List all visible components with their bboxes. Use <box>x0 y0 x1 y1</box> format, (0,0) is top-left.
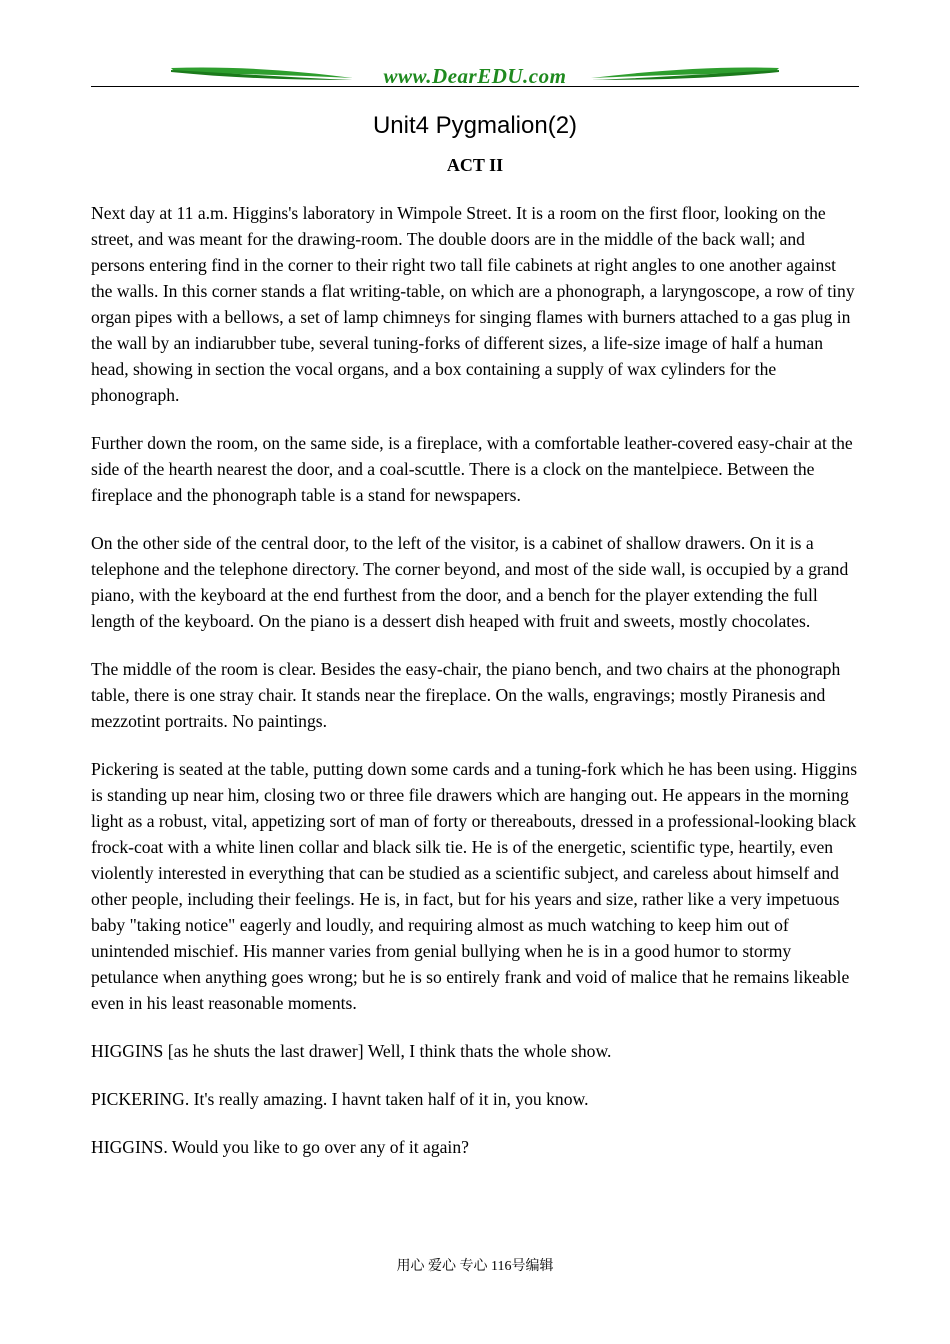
site-logo-text[interactable]: www.DearEDU.com <box>383 64 567 88</box>
dialogue-line: HIGGINS. Would you like to go over any of it again? <box>91 1137 469 1157</box>
page-title: Unit4 Pygmalion(2) <box>372 112 578 139</box>
act-heading: ACT II <box>446 155 504 175</box>
dialogue-line: PICKERING. It's really amazing. I havnt taken half of it in, you know. <box>91 1089 589 1109</box>
paragraph: Next day at 11 a.m. Higgins's laboratory in Wimpole Street. It is a room on the first floor, looking on the street, and was meant for the drawing-room. The double doors are in the middle of the back wall; and persons entering find in the corner to their right two tall file cabinets at right angles to one another against the walls. In this corner stands a flat writing-table, on which are a phonograph, a laryngoscope, a row of tiny organ pipes with a bellows, a set of lamp chimneys for singing flames with burners attached to a gas plug in the wall by an indiarubber tube, several tuning-forks of different sizes, a life-size image of half a human head, showing in section the vocal organs, and a box containing a supply of wax cylinders for the phonograph. <box>91 203 855 405</box>
document-body <box>91 200 861 1182</box>
header-divider <box>91 86 859 87</box>
paragraph: Pickering is seated at the table, putting down some cards and a tuning-fork which he has been using. Higgins is standing up near him, closing two or three file drawers which are hanging out. He appears in the morning light as a robust, vital, appetizing sort of man of forty or thereabouts, dressed in a professional-looking black frock-coat with a white linen collar and black silk tie. He is of the energetic, scientific type, heartily, even violently interested in everything that can be studied as a scientific subject, and careless about himself and other people, including their feelings. He is, in fact, but for his years and size, rather like a very impetuous baby "taking notice" eagerly and loudly, and requiring almost as much watching to keep him out of unintended mischief. His manner varies from genial bullying when he is in a good humor to stormy petulance when anything goes wrong; but he is so entirely frank and void of malice that he remains likeable even in his least reasonable moments. <box>91 759 858 1013</box>
paragraph: Further down the room, on the same side, is a fireplace, with a comfortable leather-covered easy-chair at the side of the hearth nearest the door, and a coal-scuttle. There is a clock on the mantelpiece. Between the fireplace and the phonograph table is a stand for newspapers. <box>91 433 853 505</box>
page-footer: 用心 爱心 专心 116号编辑 <box>396 1259 554 1274</box>
paragraph: The middle of the room is clear. Besides the easy-chair, the piano bench, and two chairs at the phonograph table, there is one stray chair. It stands near the fireplace. On the walls, engravings; mostly Piranesis and mezzotint portraits. No paintings. <box>91 659 841 731</box>
paragraph: On the other side of the central door, to the left of the visitor, is a cabinet of shallow drawers. On it is a telephone and the telephone directory. The corner beyond, and most of the side wall, is occupied by a grand piano, with the keyboard at the end furthest from the door, and a bench for the player extending the full length of the keyboard. On the piano is a dessert dish heaped with fruit and sweets, mostly chocolates. <box>91 533 849 631</box>
dialogue-line: HIGGINS [as he shuts the last drawer] Well, I think thats the whole show. <box>91 1041 612 1061</box>
